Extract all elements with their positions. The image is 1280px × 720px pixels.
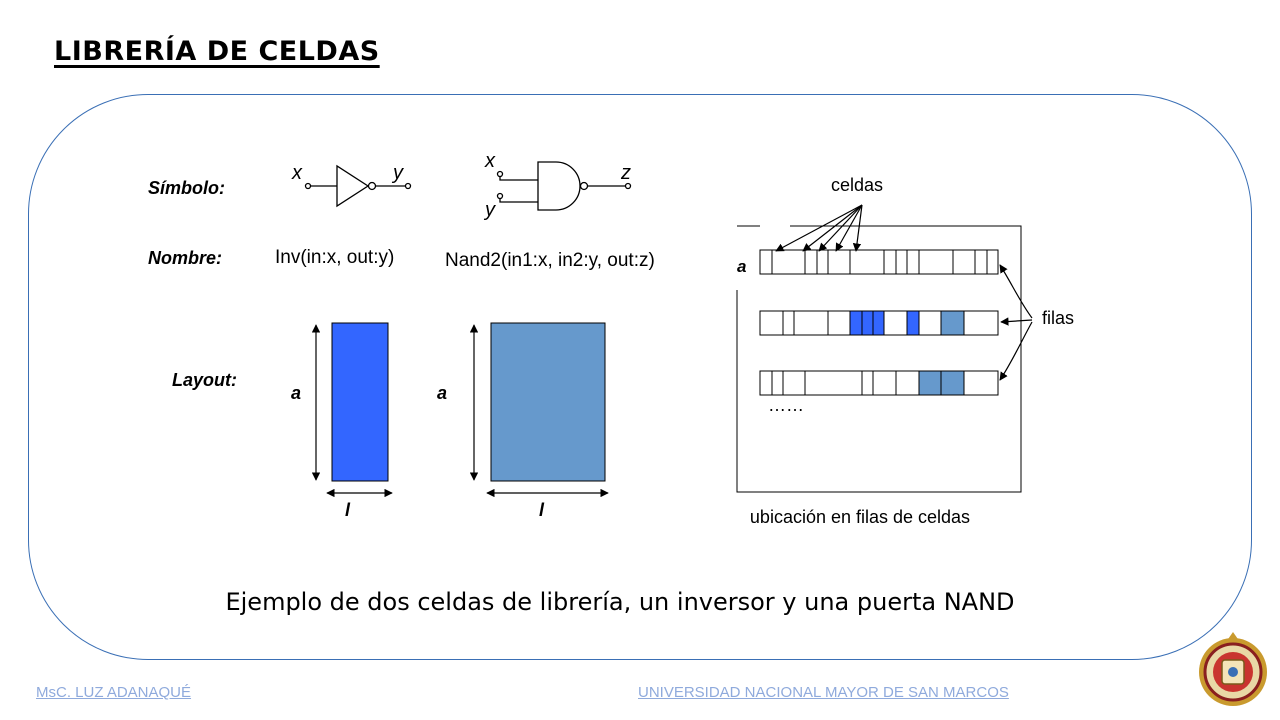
inverter-output-label: y [393,162,403,184]
row-height-label: a [737,257,747,276]
more-rows-ellipsis: …… [768,395,804,415]
placement-caption: ubicación en filas de celdas [749,507,971,527]
nand-layout-rect [491,323,605,481]
rows-label: filas [1042,308,1075,328]
slide-title: LIBRERÍA DE CELDAS [54,36,380,67]
cell-row-2 [760,311,998,335]
rows-arrows [1000,265,1032,380]
nand-name: Nand2(in1:x, in2:y, out:z) [445,250,655,271]
inverter-height-label: a [291,383,302,403]
cell-row-1 [760,250,998,274]
name-row-label: Nombre: [148,248,223,268]
symbol-row-label: Símbolo: [148,178,225,198]
slide-caption: Ejemplo de dos celdas de librería, un inversor y una puerta NAND [225,588,1015,616]
cell-row-3 [760,371,998,395]
inverter-input-label: x [292,162,302,184]
cells-label: celdas [831,175,884,195]
cells-arrows [776,205,862,251]
inverter-name: Inv(in:x, out:y) [275,247,395,268]
nand-symbol [498,162,631,210]
inverter-width-label: l [345,500,351,520]
layout-row-label: Layout: [172,370,237,390]
footer-author-link[interactable]: MsC. LUZ ADANAQUÉ [36,684,192,701]
nand-height-label: a [437,383,448,403]
nand-output-label: z [621,162,631,184]
nand-input1-label: x [485,150,495,172]
nand-width-label: l [539,500,545,520]
nand-input2-label: y [485,199,495,221]
inverter-layout-rect [332,323,388,481]
footer-institution-link[interactable]: UNIVERSIDAD NACIONAL MAYOR DE SAN MARCOS [638,684,1009,701]
university-seal-icon [1199,632,1267,706]
